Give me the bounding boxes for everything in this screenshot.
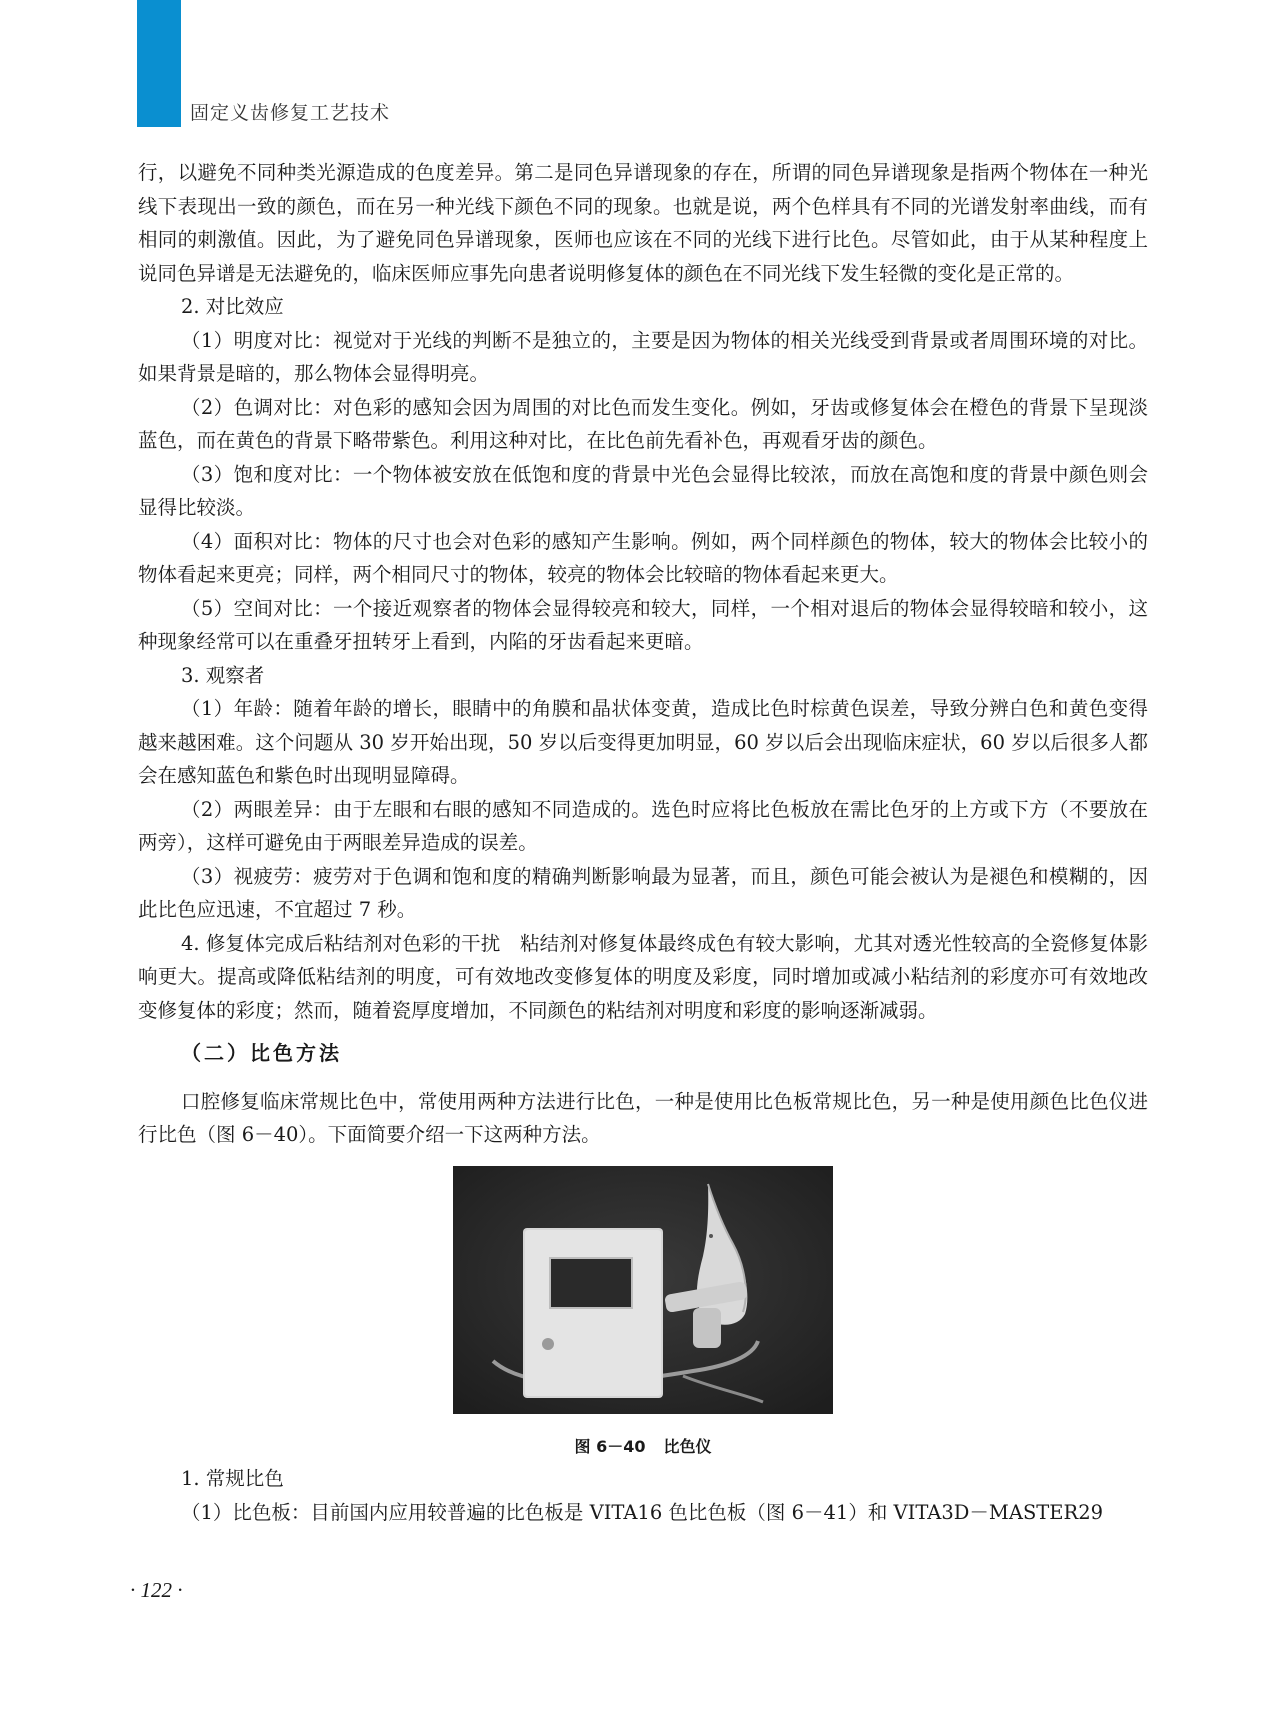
paragraph-space-contrast: （5）空间对比：一个接近观察者的物体会显得较亮和较大，同样，一个相对退后的物体会显得较暗和较小，这种现象经常可以在重叠牙扭转牙上看到，内陷的牙齿看起来更暗。 (138, 596, 1148, 653)
running-title: 固定义齿修复工艺技术 (190, 102, 391, 124)
figure-number: 图 6－40 (574, 1437, 646, 1456)
figure-title: 比色仪 (663, 1437, 712, 1456)
paragraph-age: （1）年龄：随着年龄的增长，眼睛中的角膜和晶状体变黄，造成比色时棕黄色误差，导致分辨白色和黄色变得越来越困难。这个问题从 30 岁开始出现，50 岁以后变得更加明显，60 岁以后会出现临床症状，60 岁以后很多人都会在感知蓝色和紫色时出现明显障碍。 (138, 697, 1148, 787)
paragraph-intro: 口腔修复临床常规比色中，常使用两种方法进行比色，一种是使用比色板常规比色，另一种是使用颜色比色仪进行比色（图 6－40）。下面简要介绍一下这两种方法。 (138, 1089, 1148, 1146)
page-number: · 122 · (130, 1578, 183, 1602)
paragraph-two-eyes: （2）两眼差异：由于左眼和右眼的感知不同造成的。选色时应将比色板放在需比色牙的上方或下方（不要放在两旁），这样可避免由于两眼差异造成的误差。 (138, 797, 1148, 854)
paragraph-cement: 4. 修复体完成后粘结剂对色彩的干扰 粘结剂对修复体最终成色有较大影响，尤其对透光性较高的全瓷修复体影响更大。提高或降低粘结剂的明度，可有效地改变修复体的明度及彩度，同时增加或减小粘结剂的彩度亦可有效地改变修复体的彩度；然而，随着瓷厚度增加，不同颜色的粘结剂对明度和彩度的影响逐渐减弱。 (138, 931, 1148, 1022)
figure-caption (138, 1432, 1148, 1462)
subheading-observer: 3. 观察者 (181, 663, 265, 687)
paragraph-brightness-contrast: （1）明度对比：视觉对于光线的判断不是独立的，主要是因为物体的相关光线受到背景或者周围环境的对比。如果背景是暗的，那么物体会显得明亮。 (138, 328, 1148, 385)
page-body (138, 156, 1148, 1529)
paragraph-continuation: 行，以避免不同种类光源造成的色度差异。第二是同色异谱现象的存在，所谓的同色异谱现象是指两个物体在一种光线下表现出一致的颜色，而在另一种光线下颜色不同的现象。也就是说，两个色样具有不同的光谱发射率曲线，而有相同的刺激值。因此，为了避免同色异谱现象，医师也应该在不同的光线下进行比色。尽管如此，由于从某种程度上说同色异谱是无法避免的，临床医师应事先向患者说明修复体的颜色在不同光线下发生轻微的变化是正常的。 (138, 161, 1148, 285)
section-heading: （二）比色方法 (181, 1041, 342, 1065)
paragraph-shade-guide: （1）比色板：目前国内应用较普遍的比色板是 VITA16 色比色板（图 6－41）和 VITA3D－MASTER29 (181, 1500, 1104, 1524)
header-accent-bar (137, 0, 181, 127)
paragraph-fatigue: （3）视疲劳：疲劳对于色调和饱和度的精确判断影响最为显著，而且，颜色可能会被认为是褪色和模糊的，因此比色应迅速，不宜超过 7 秒。 (138, 864, 1148, 921)
paragraph-hue-contrast: （2）色调对比：对色彩的感知会因为周围的对比色而发生变化。例如，牙齿或修复体会在橙色的背景下呈现淡蓝色，而在黄色的背景下略带紫色。利用这种对比，在比色前先看补色，再观看牙齿的颜色。 (138, 395, 1148, 452)
figure-6-40 (138, 1166, 1148, 1463)
colorimeter-photo (453, 1166, 833, 1414)
colorimeter-illustration (453, 1166, 833, 1414)
subheading-routine-shade: 1. 常规比色 (181, 1467, 284, 1490)
paragraph-saturation-contrast: （3）饱和度对比：一个物体被安放在低饱和度的背景中光色会显得比较浓，而放在高饱和度的背景中颜色则会显得比较淡。 (138, 462, 1148, 519)
subheading-contrast-effect: 2. 对比效应 (181, 295, 284, 318)
paragraph-area-contrast: （4）面积对比：物体的尺寸也会对色彩的感知产生影响。例如，两个同样颜色的物体，较大的物体会比较小的物体看起来更亮；同样，两个相同尺寸的物体，较亮的物体会比较暗的物体看起来更大。 (138, 529, 1148, 586)
